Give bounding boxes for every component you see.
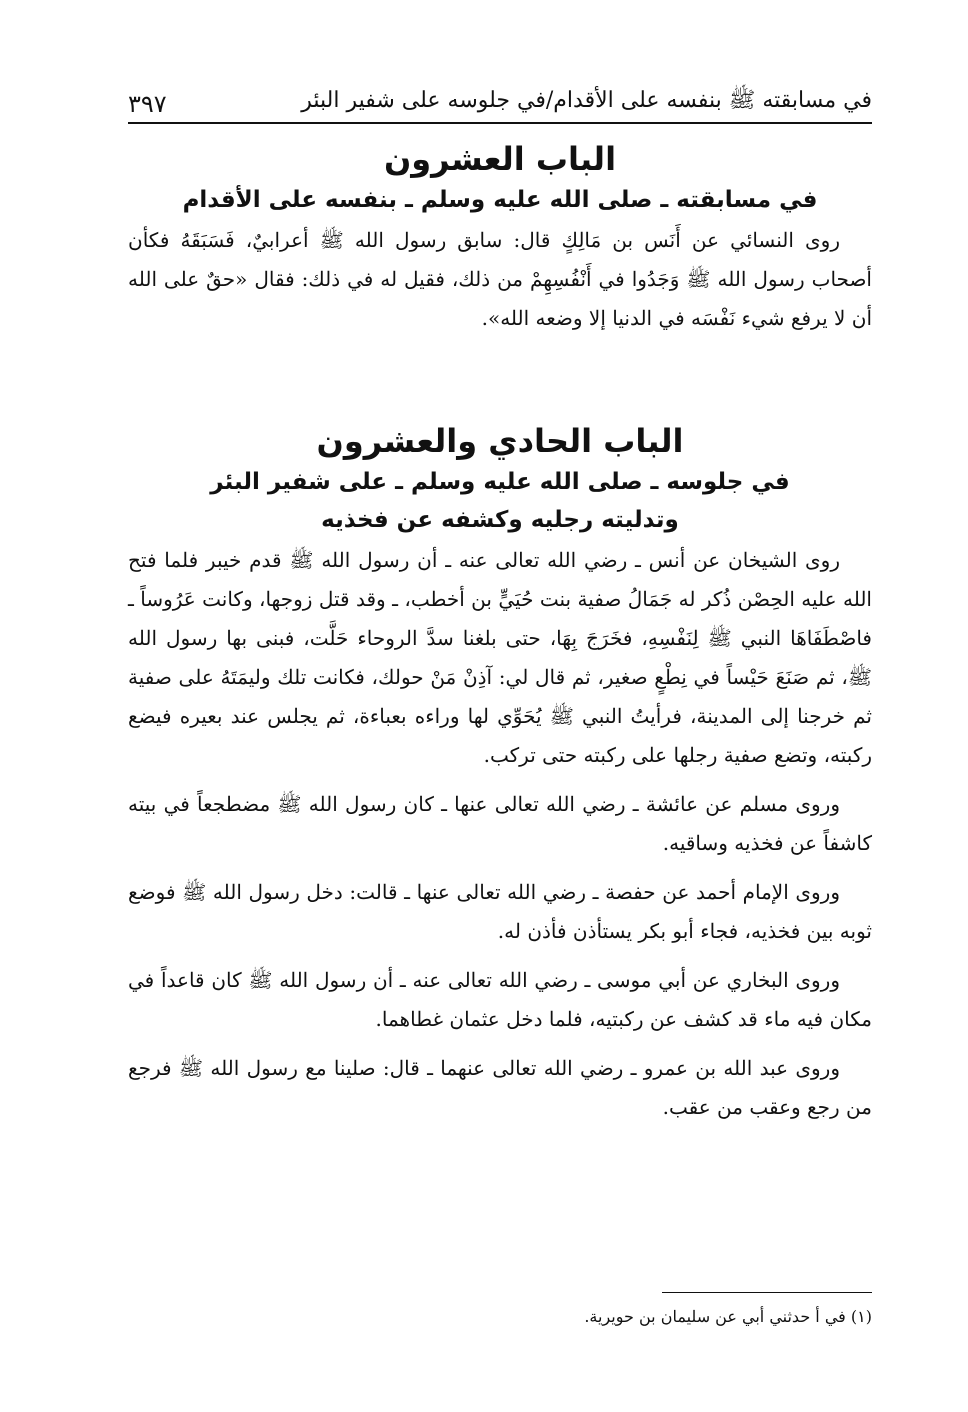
paragraph: وروى مسلم عن عائشة ـ رضي الله تعالى عنها ـ كان رسول الله ﷺ مضطجعاً في بيته كاشفاً عن فخذيه وساقيه. [128,792,872,856]
chapter-21-title: الباب الحادي والعشرون [316,422,684,461]
paragraph: روى الشيخان عن أنس ـ رضي الله تعالى عنه ـ أن رسول الله ﷺ قدم خيبر فلما فتح الله عليه الحِصْن ذُكر له جَمَالُ صفية بنت حُيَيٍّ بن أخطب، ـ وقد قتل زوجها، وكانت عَرُوساً ـ فاصْطَفَاهَا النبي ﷺ لِنَفْسِهِ، فخَرَجَ بِهَا، حتى بلغنا سدَّ الروحاء حَلَّت، فبنى بها رسول الله ﷺ، ثم صَنَعَ حَيْساً في نِطْعٍ صغير، ثم قال لي: آذِنْ مَنْ حولك، فكانت تلك وليمَتَهُ على صفية ثم خرجنا إلى المدينة، فرأيتُ النبي ﷺ يُحَوِّي لها وراءه بعباءة، ثم يجلس عند بعيره فيضع ركبته، وتضع صفية رجلها على ركبته حتى تركب. [128,548,872,768]
footnote: (١) في أ حدثني أبي عن سليمان بن حويرية. [584,1307,872,1326]
paragraph: وروى البخاري عن أبي موسى ـ رضي الله تعالى عنه ـ أن رسول الله ﷺ كان قاعداً في مكان فيه ماء قد كشف عن ركبتيه، فلما دخل عثمان غطاهما. [128,968,872,1032]
paragraph: وروى الإمام أحمد عن حفصة ـ رضي الله تعالى عنها ـ قالت: دخل رسول الله ﷺ فوضع ثوبه بين فخذيه، فجاء أبو بكر يستأذن فأذن له. [128,880,872,944]
chapter-21 [128,422,872,1127]
chapter-21-subtitle-line-2: وتدليته رجليه وكشفه عن فخذيه [321,506,679,533]
chapter-20 [128,140,872,338]
chapter-21-subtitle-line-1: في جلوسه ـ صلى الله عليه وسلم ـ على شفير البئر [210,469,790,496]
page-content [128,128,872,1137]
running-header [128,74,872,124]
page-number: ٣٩٧ [128,90,167,118]
running-header-title: في مسابقته ﷺ بنفسه على الأقدام/في جلوسه على شفير البئر [301,88,872,113]
paragraph: روى النسائي عن أَنَس بن مَالِكٍ قال: سابق رسول الله ﷺ أعرابيٌ، فَسَبَقَهُ فكأن أصحاب رسول الله ﷺ وَجَدُوا في أَنْفُسِهِمْ من ذلك، فقيل له في ذلك: فقال «حقٌ على الله أن لا يرفع شيء نَفْسَه في الدنيا إلا وضعه الله». [128,228,872,331]
footnotes [128,1292,872,1326]
footnote-rule [662,1292,872,1293]
section-gap [128,348,872,410]
chapter-20-subtitle: في مسابقته ـ صلى الله عليه وسلم ـ بنفسه على الأقدام [182,187,818,213]
paragraph: وروى عبد الله بن عمرو ـ رضي الله تعالى عنهما ـ قال: صلينا مع رسول الله ﷺ فرجع من رجع وعقب من عقب. [128,1056,872,1120]
chapter-20-title: الباب العشرون [383,140,617,178]
